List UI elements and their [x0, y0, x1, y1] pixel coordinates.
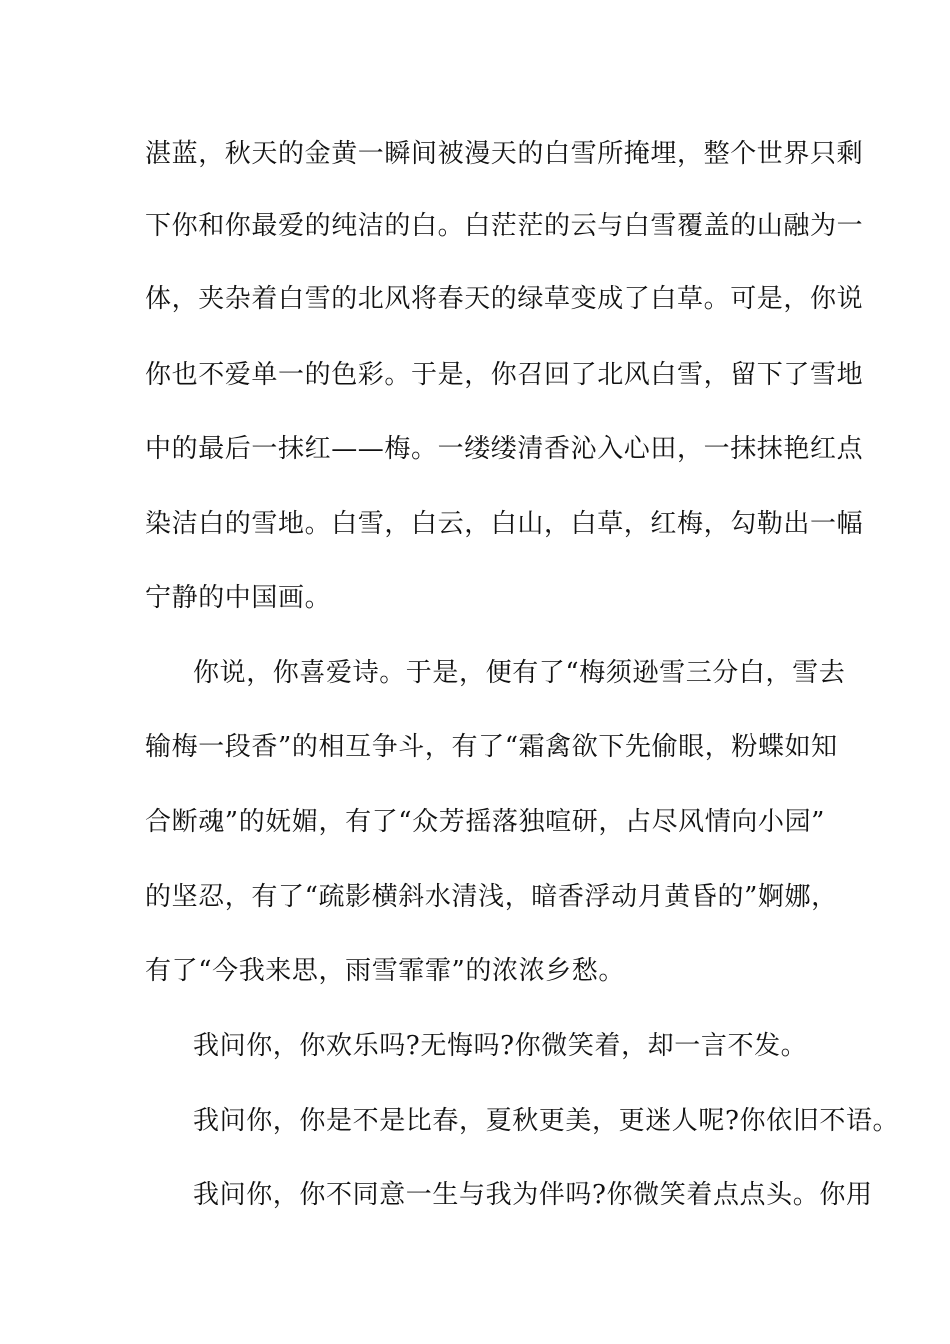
- text-line: 合断魂”的妩媚，有了“众芳摇落独喧研，占尽风情向小园”: [145, 807, 826, 837]
- paragraph-start-line: 我问你，你是不是比春，夏秋更美，更迷人呢?你依旧不语。: [193, 1106, 900, 1136]
- text-line: 的坚忍，有了“疏影横斜水清浅，暗香浮动月黄昏的”婀娜，: [145, 882, 838, 912]
- text-line: 宁静的中国画。: [145, 583, 332, 613]
- paragraph-start-line: 你说，你喜爱诗。于是，便有了“梅须逊雪三分白，雪去: [193, 658, 846, 688]
- text-line: 下你和你最爱的纯洁的白。白茫茫的云与白雪覆盖的山融为一: [145, 211, 864, 241]
- text-line: 中的最后一抹红——梅。一缕缕清香沁入心田，一抹抹艳红点: [145, 434, 864, 464]
- text-line: 你也不爱单一的色彩。于是，你召回了北风白雪，留下了雪地: [145, 360, 864, 390]
- text-line: 体，夹杂着白雪的北风将春天的绿草变成了白草。可是，你说: [145, 284, 864, 314]
- text-line: 输梅一段香”的相互争斗，有了“霜禽欲下先偷眼，粉蝶如知: [145, 732, 838, 762]
- text-line: 染洁白的雪地。白雪，白云，白山，白草，红梅，勾勒出一幅: [145, 509, 864, 539]
- text-line: 湛蓝，秋天的金黄一瞬间被漫天的白雪所掩埋，整个世界只剩: [145, 139, 864, 169]
- paragraph-start-line: 我问你，你不同意一生与我为伴吗?你微笑着点点头。你用: [193, 1180, 873, 1210]
- text-line: 有了“今我来思，雨雪霏霏”的浓浓乡愁。: [145, 956, 625, 986]
- paragraph-start-line: 我问你，你欢乐吗?无悔吗?你微笑着，却一言不发。: [193, 1031, 808, 1061]
